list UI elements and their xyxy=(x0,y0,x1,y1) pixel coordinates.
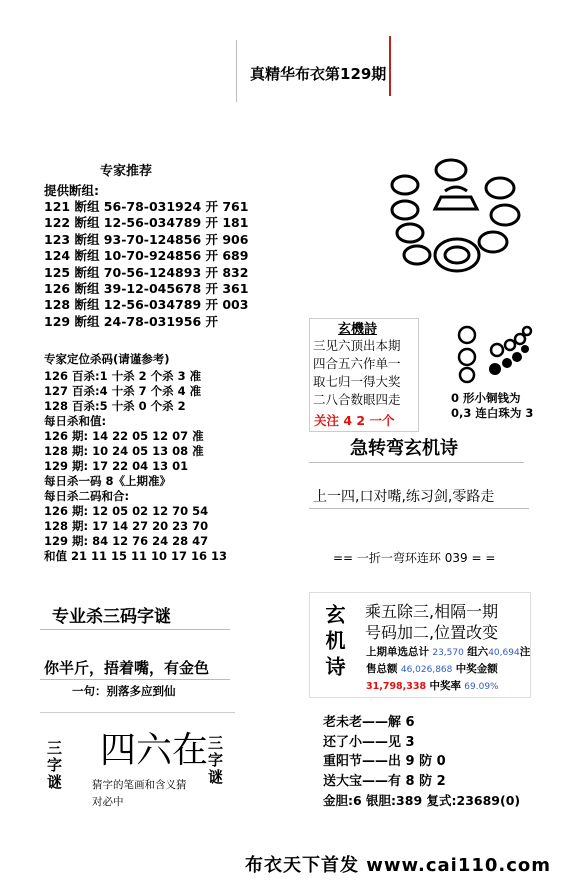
xuanji-focus: 关注 4 2 一个 xyxy=(314,413,395,428)
two-title: 每日杀二码和合: xyxy=(44,489,130,503)
riddle-side-right: 三字谜 xyxy=(206,735,224,786)
xjs-stat-row-3 xyxy=(366,678,499,693)
expert-subtitle: 提供断组: xyxy=(44,183,99,198)
stat2-label: 售总额 xyxy=(366,663,398,675)
stat1-unit: 注 xyxy=(519,646,531,658)
xjs-line-2: 号码加二,位置改变 xyxy=(365,623,499,642)
riddle-note-1: 猜字的笔画和含义猜 xyxy=(92,779,187,791)
two-row: 126 期: 12 05 02 12 70 54 xyxy=(44,504,209,518)
jizhuan-line: 上一四,口对嘴,练习剑,零路走 xyxy=(313,489,495,505)
bottom-poem-line: 重阳节——出 9 防 0 xyxy=(323,754,446,769)
expert-row: 123 断组 93-70-124856 开 906 xyxy=(44,231,249,247)
bottom-poem xyxy=(323,713,520,811)
daily-title: 每日杀和值: xyxy=(44,414,107,428)
daily-row: 128 期: 10 24 05 13 08 准 xyxy=(44,444,204,458)
jizhuan-rule xyxy=(309,508,529,509)
xjs-stat-row-2 xyxy=(366,661,498,676)
coins-illustration xyxy=(455,325,540,385)
xuanji-line: 四合五六作单一 xyxy=(313,356,401,371)
expert-row: 121 断组 56-78-031924 开 761 xyxy=(44,199,249,214)
xjs-stat-row-1 xyxy=(366,644,530,659)
stat2-label2: 中奖金额 xyxy=(455,663,498,675)
xuanji-lines xyxy=(313,337,401,409)
coin-caption-1: 0 形小铜钱为 xyxy=(451,391,521,405)
expert-row: 125 断组 70-56-124893 开 832 xyxy=(44,264,249,280)
bottom-poem-line: 还了小——见 3 xyxy=(323,734,415,750)
xuanji-line: 二八合数眼四走 xyxy=(313,392,401,407)
beads-illustration xyxy=(385,155,535,280)
expert-list xyxy=(44,199,248,330)
stat1-value: 23,570 xyxy=(432,648,464,658)
xuanji-title: 玄機詩 xyxy=(338,322,378,337)
riddle-big-chars: 四六在 xyxy=(100,730,209,771)
coin-caption-2: 0,3 连白珠为 3 xyxy=(451,406,534,420)
bottom-poem-line: 金胆:6 银胆:389 复式:23689(0) xyxy=(323,793,521,808)
riddle-banner: 专业杀三码字谜 xyxy=(52,607,171,627)
expert-row: 129 断组 24-78-031956 开 xyxy=(44,313,218,329)
xuanji-line: 三见六顶出本期 xyxy=(313,338,401,353)
header-red-rule xyxy=(389,36,391,96)
stat2-value: 46,026,868 xyxy=(400,665,453,675)
expert-row: 124 断组 10-70-924856 开 689 xyxy=(44,248,249,264)
xjs-side: 玄机诗 xyxy=(322,604,346,682)
kill-row: 127 百杀:4 十杀 7 个杀 4 准 xyxy=(44,384,202,398)
sum-row: 和值 21 11 15 11 10 17 16 13 xyxy=(44,549,228,563)
two-row: 129 期: 84 12 76 24 28 47 xyxy=(44,534,209,548)
jizhuan-title: 急转弯玄机诗 xyxy=(350,438,458,459)
footer-text: 布衣天下首发 www.cai110.com xyxy=(245,855,552,876)
stat3-label: 中奖率 xyxy=(429,680,461,692)
riddle-hint: 一句：别落多应到仙 xyxy=(72,684,176,698)
daily-row: 126 期: 14 22 05 12 07 准 xyxy=(44,429,204,443)
page-title: 真精华布衣第129期 xyxy=(250,65,387,83)
kill-title: 专家定位杀码(请谨参考) xyxy=(44,352,170,366)
expert-title: 专家推荐 xyxy=(100,164,153,179)
riddle-rule xyxy=(40,679,230,680)
daily-row: 129 期: 17 22 04 13 01 xyxy=(44,459,189,473)
stat1-label: 上期单选总计 xyxy=(366,646,429,658)
kill-row: 126 百杀:1 十杀 2 个杀 3 准 xyxy=(44,369,202,383)
expert-row: 126 断组 39-12-045678 开 361 xyxy=(44,281,249,297)
one-code: 每日杀一码 8《上期准》 xyxy=(44,474,172,488)
bottom-poem-line: 送大宝——有 8 防 2 xyxy=(323,773,446,789)
xuanji-line: 取七归一得大奖 xyxy=(313,374,401,389)
riddle-phrase: 你半斤，捂着嘴，有金色 xyxy=(44,659,210,677)
riddle-side-left: 三字谜 xyxy=(45,740,63,791)
riddle-note-2: 对必中 xyxy=(92,796,124,808)
stat1-label2: 组六 xyxy=(467,646,489,658)
two-row: 128 期: 17 14 27 20 23 70 xyxy=(44,519,209,533)
expert-row: 128 断组 12-56-034789 开 003 xyxy=(44,297,249,313)
kill-row: 128 百杀:5 十杀 0 个杀 2 xyxy=(44,399,186,413)
kill-list xyxy=(44,369,227,564)
stat3-value2: 69.09% xyxy=(464,682,499,692)
xjs-line-1: 乘五除三,相隔一期 xyxy=(365,602,499,621)
expert-row: 122 断组 12-56-034789 开 181 xyxy=(44,215,249,231)
jizhuan-loop: == 一折一弯环连环 039 = = xyxy=(333,551,496,565)
bottom-poem-line: 老未老——解 6 xyxy=(323,715,415,730)
stat1-value2: 40,694 xyxy=(488,648,520,658)
stat3-value: 31,798,338 xyxy=(366,681,427,692)
